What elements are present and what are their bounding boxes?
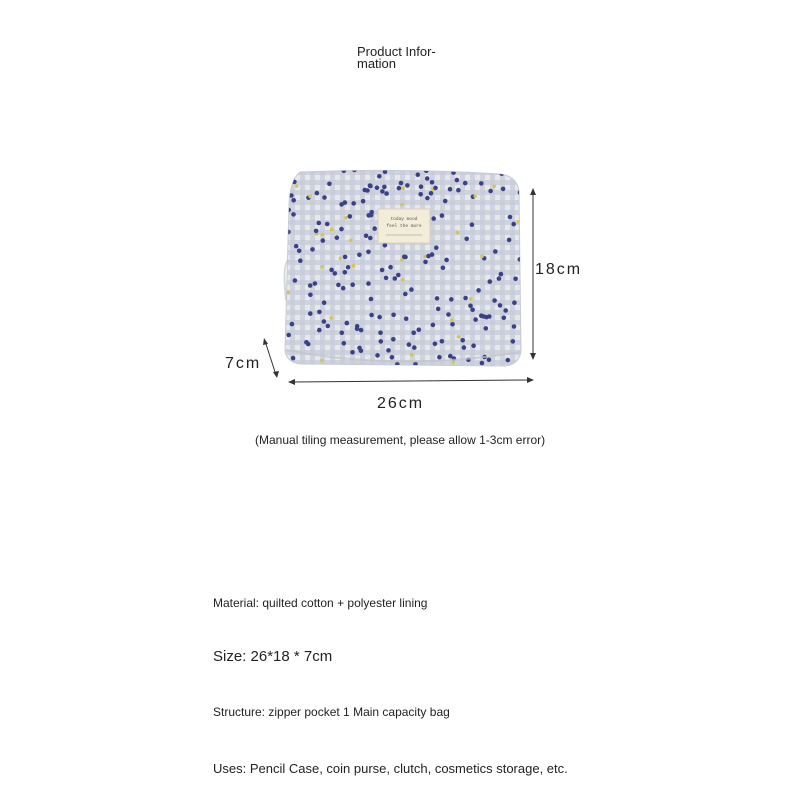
- fabric-dot: [368, 184, 373, 189]
- fabric-dot: [469, 297, 473, 301]
- fabric-dot: [462, 345, 467, 350]
- title-line-1: Product Infor-: [357, 44, 436, 59]
- fabric-dot: [498, 303, 503, 308]
- fabric-dot: [499, 272, 504, 277]
- fabric-dot: [436, 307, 441, 312]
- fabric-dot: [492, 184, 496, 188]
- fabric-dot: [448, 187, 453, 192]
- fabric-dot: [511, 222, 516, 227]
- fabric-dot: [401, 186, 405, 190]
- fabric-dot: [450, 322, 455, 327]
- fabric-dot: [366, 250, 371, 255]
- fabric-dot: [346, 265, 351, 270]
- label-text-2: feel the more: [386, 224, 422, 229]
- fabric-dot: [384, 276, 389, 281]
- fabric-dot: [384, 191, 389, 196]
- fabric-dot: [429, 191, 434, 196]
- fabric-dot: [294, 244, 299, 249]
- fabric-dot: [391, 337, 396, 342]
- fabric-dot: [335, 235, 340, 240]
- fabric-dot: [315, 191, 320, 196]
- fabric-dot: [317, 221, 322, 226]
- fabric-dot: [463, 181, 468, 186]
- fabric-dot: [375, 185, 380, 190]
- fabric-dot: [397, 186, 402, 191]
- fabric-dot: [470, 222, 475, 227]
- fabric-dot: [369, 297, 374, 302]
- fabric-dot: [326, 324, 331, 329]
- fabric-dot: [470, 308, 475, 313]
- width-arrow: [288, 377, 534, 385]
- spec-material: Material: quilted cotton + polyester lining: [213, 596, 428, 610]
- fabric-dot: [322, 195, 327, 200]
- fabric-dot: [451, 170, 456, 175]
- fabric-dot: [308, 293, 313, 298]
- fabric-dot: [306, 342, 311, 347]
- fabric-dot: [431, 323, 436, 328]
- fabric-dot: [443, 199, 448, 204]
- fabric-dot: [411, 331, 416, 336]
- width-label: 26cm: [377, 395, 425, 412]
- fabric-dot: [407, 342, 412, 347]
- height-label: 18cm: [535, 261, 583, 278]
- fabric-dot: [480, 361, 485, 366]
- measurement-note: (Manual tiling measurement, please allow 1-3cm error): [255, 433, 546, 447]
- fabric-dot: [425, 196, 430, 201]
- fabric-dot: [343, 200, 348, 205]
- fabric-dot: [518, 257, 523, 262]
- fabric-dot: [501, 187, 506, 192]
- fabric-dot: [317, 328, 322, 333]
- fabric-dot: [502, 316, 507, 321]
- fabric-dot: [344, 216, 348, 220]
- fabric-dot: [333, 271, 338, 276]
- fabric-dot: [308, 283, 313, 288]
- fabric-dot: [352, 168, 357, 173]
- fabric-dot: [399, 181, 404, 186]
- fabric-dot: [506, 358, 511, 363]
- fabric-dot: [345, 321, 350, 326]
- fabric-dot: [310, 247, 315, 252]
- fabric-dot: [342, 341, 347, 346]
- fabric-dot: [286, 291, 290, 295]
- fabric-dot: [322, 319, 327, 324]
- fabric-dot: [308, 311, 313, 316]
- fabric-dot: [364, 234, 369, 239]
- fabric-dot: [383, 243, 388, 248]
- fabric-dot: [456, 188, 461, 193]
- fabric-dot: [321, 238, 326, 243]
- spec-size: Size: 26*18 * 7cm: [213, 648, 333, 665]
- fabric-dot: [457, 335, 461, 339]
- fabric-dot: [401, 278, 405, 282]
- fabric-dot: [434, 245, 439, 250]
- fabric-dot: [433, 342, 438, 347]
- fabric-dot: [380, 189, 385, 194]
- fabric-dot: [456, 231, 460, 235]
- fabric-dot: [400, 203, 404, 207]
- fabric-dot: [449, 297, 454, 302]
- fabric-dot: [417, 327, 422, 332]
- fabric-dot: [511, 339, 516, 344]
- fabric-dot: [463, 296, 468, 301]
- fabric-dot: [366, 281, 371, 286]
- fabric-dot: [507, 238, 512, 243]
- fabric-dot: [295, 184, 299, 188]
- fabric-dot: [375, 353, 380, 358]
- fabric-dot: [366, 213, 371, 218]
- fabric-dot: [343, 255, 348, 260]
- depth-arrow: [263, 338, 279, 378]
- pouch-image: [285, 168, 523, 368]
- fabric-dot: [291, 356, 296, 361]
- fabric-dot: [386, 348, 391, 353]
- fabric-dot: [448, 354, 453, 359]
- fabric-dot: [341, 286, 346, 291]
- fabric-dot: [286, 230, 291, 235]
- fabric-dot: [290, 322, 295, 327]
- fabric-dot: [340, 331, 345, 336]
- fabric-dot: [446, 312, 451, 317]
- fabric-dot: [377, 315, 382, 320]
- fabric-dot: [330, 228, 334, 232]
- fabric-dot: [492, 298, 497, 303]
- fabric-dot: [348, 214, 353, 219]
- fabric-dot: [352, 264, 356, 268]
- spec-uses: Uses: Pencil Case, coin purse, clutch, cosmetics storage, etc.: [213, 761, 568, 776]
- fabric-dot: [476, 288, 481, 293]
- fabric-dot: [349, 239, 353, 243]
- depth-label: 7cm: [225, 355, 262, 372]
- fabric-dot: [396, 273, 401, 278]
- fabric-dot: [416, 172, 421, 177]
- fabric-dot: [513, 277, 518, 282]
- fabric-dot: [378, 330, 383, 335]
- fabric-dot: [359, 328, 364, 333]
- spec-structure: Structure: zipper pocket 1 Main capacity bag: [213, 705, 450, 719]
- fabric-dot: [410, 353, 414, 357]
- fabric-dot: [488, 189, 493, 194]
- fabric-dot: [298, 258, 303, 263]
- fabric-dot: [435, 296, 440, 301]
- fabric-dot: [329, 268, 334, 273]
- fabric-dot: [419, 184, 424, 189]
- fabric-dot: [325, 222, 330, 227]
- fabric-dot: [322, 300, 327, 305]
- fabric-dot: [391, 313, 396, 318]
- fabric-dot: [359, 349, 364, 354]
- fabric-dot: [368, 236, 373, 241]
- fabric-dot: [450, 318, 454, 322]
- fabric-dot: [488, 279, 493, 284]
- fabric-dot: [409, 287, 414, 292]
- fabric-dot: [423, 260, 428, 265]
- fabric-dot: [412, 345, 417, 350]
- fabric-dot: [425, 176, 430, 181]
- fabric-dot: [437, 355, 442, 360]
- fabric-dot: [390, 355, 395, 360]
- fabric-dot: [339, 227, 344, 232]
- fabric-dot: [343, 270, 348, 275]
- fabric-dot: [388, 265, 393, 270]
- fabric-dot: [493, 249, 498, 254]
- fabric-dot: [327, 182, 332, 187]
- fabric-dot: [430, 180, 435, 185]
- fabric-dot: [377, 174, 382, 179]
- fabric-dot: [314, 229, 319, 234]
- fabric-dot: [402, 254, 407, 259]
- fabric-dot: [291, 198, 296, 203]
- fabric-dot: [479, 181, 484, 186]
- fabric-dot: [473, 317, 478, 322]
- fabric-dot: [321, 233, 325, 237]
- fabric-dot: [487, 358, 492, 363]
- fabric-dot: [372, 226, 377, 231]
- fabric-dot: [433, 186, 438, 191]
- fabric-dot: [512, 324, 517, 329]
- fabric-dot: [512, 300, 517, 305]
- fabric-dot: [418, 192, 423, 197]
- fabric-dot: [350, 350, 355, 355]
- fabric-dot: [440, 339, 445, 344]
- fabric-dot: [480, 254, 484, 258]
- fabric-dot: [441, 266, 446, 271]
- fabric-dot: [405, 183, 410, 188]
- fabric-dot: [317, 310, 322, 315]
- fabric-dot: [508, 215, 513, 220]
- fabric-dot: [455, 178, 460, 183]
- fabric-dot: [291, 212, 296, 217]
- fabric-dot: [473, 195, 477, 199]
- fabric-dot: [313, 281, 318, 286]
- title-line-2: mation: [357, 56, 397, 71]
- fabric-dot: [293, 278, 298, 283]
- fabric-dot: [288, 171, 293, 176]
- fabric-dot: [329, 316, 333, 320]
- fabric-dot: [393, 276, 398, 281]
- fabric-dot: [444, 258, 449, 263]
- fabric-dot: [395, 362, 400, 367]
- fabric-dot: [355, 327, 360, 332]
- fabric-dot: [468, 304, 473, 309]
- fabric-dot: [361, 199, 366, 204]
- fabric-dot: [518, 190, 523, 195]
- fabric-dot: [351, 201, 356, 206]
- fabric-dot: [382, 185, 387, 190]
- fabric-dot: [471, 343, 476, 348]
- fabric-dot: [320, 265, 324, 269]
- fabric-dot: [440, 213, 445, 218]
- fabric-dot: [404, 316, 409, 321]
- fabric-dot: [403, 292, 408, 297]
- fabric-dot: [308, 194, 312, 198]
- fabric-dot: [431, 216, 436, 221]
- fabric-dot: [464, 237, 469, 242]
- fabric-dot: [481, 314, 486, 319]
- fabric-dot: [286, 333, 291, 338]
- fabric-dot: [430, 252, 435, 257]
- fabric-dot: [355, 364, 359, 368]
- label-text-1: today mood: [390, 217, 418, 222]
- fabric-dot: [460, 338, 465, 343]
- fabric-dot: [350, 282, 355, 287]
- fabric-dot: [336, 283, 341, 288]
- fabric-dot: [297, 249, 302, 254]
- fabric-dot: [484, 326, 489, 331]
- fabric-dot: [503, 308, 508, 313]
- fabric-dot: [369, 313, 374, 318]
- fabric-dot: [357, 253, 362, 258]
- fabric-dot: [320, 359, 324, 363]
- fabric-dot: [339, 257, 343, 261]
- fabric-dot: [497, 276, 502, 281]
- fabric-dot: [379, 339, 384, 344]
- fabric-dot: [380, 268, 385, 273]
- fabric-dot: [510, 169, 515, 174]
- fabric-dot: [365, 188, 370, 193]
